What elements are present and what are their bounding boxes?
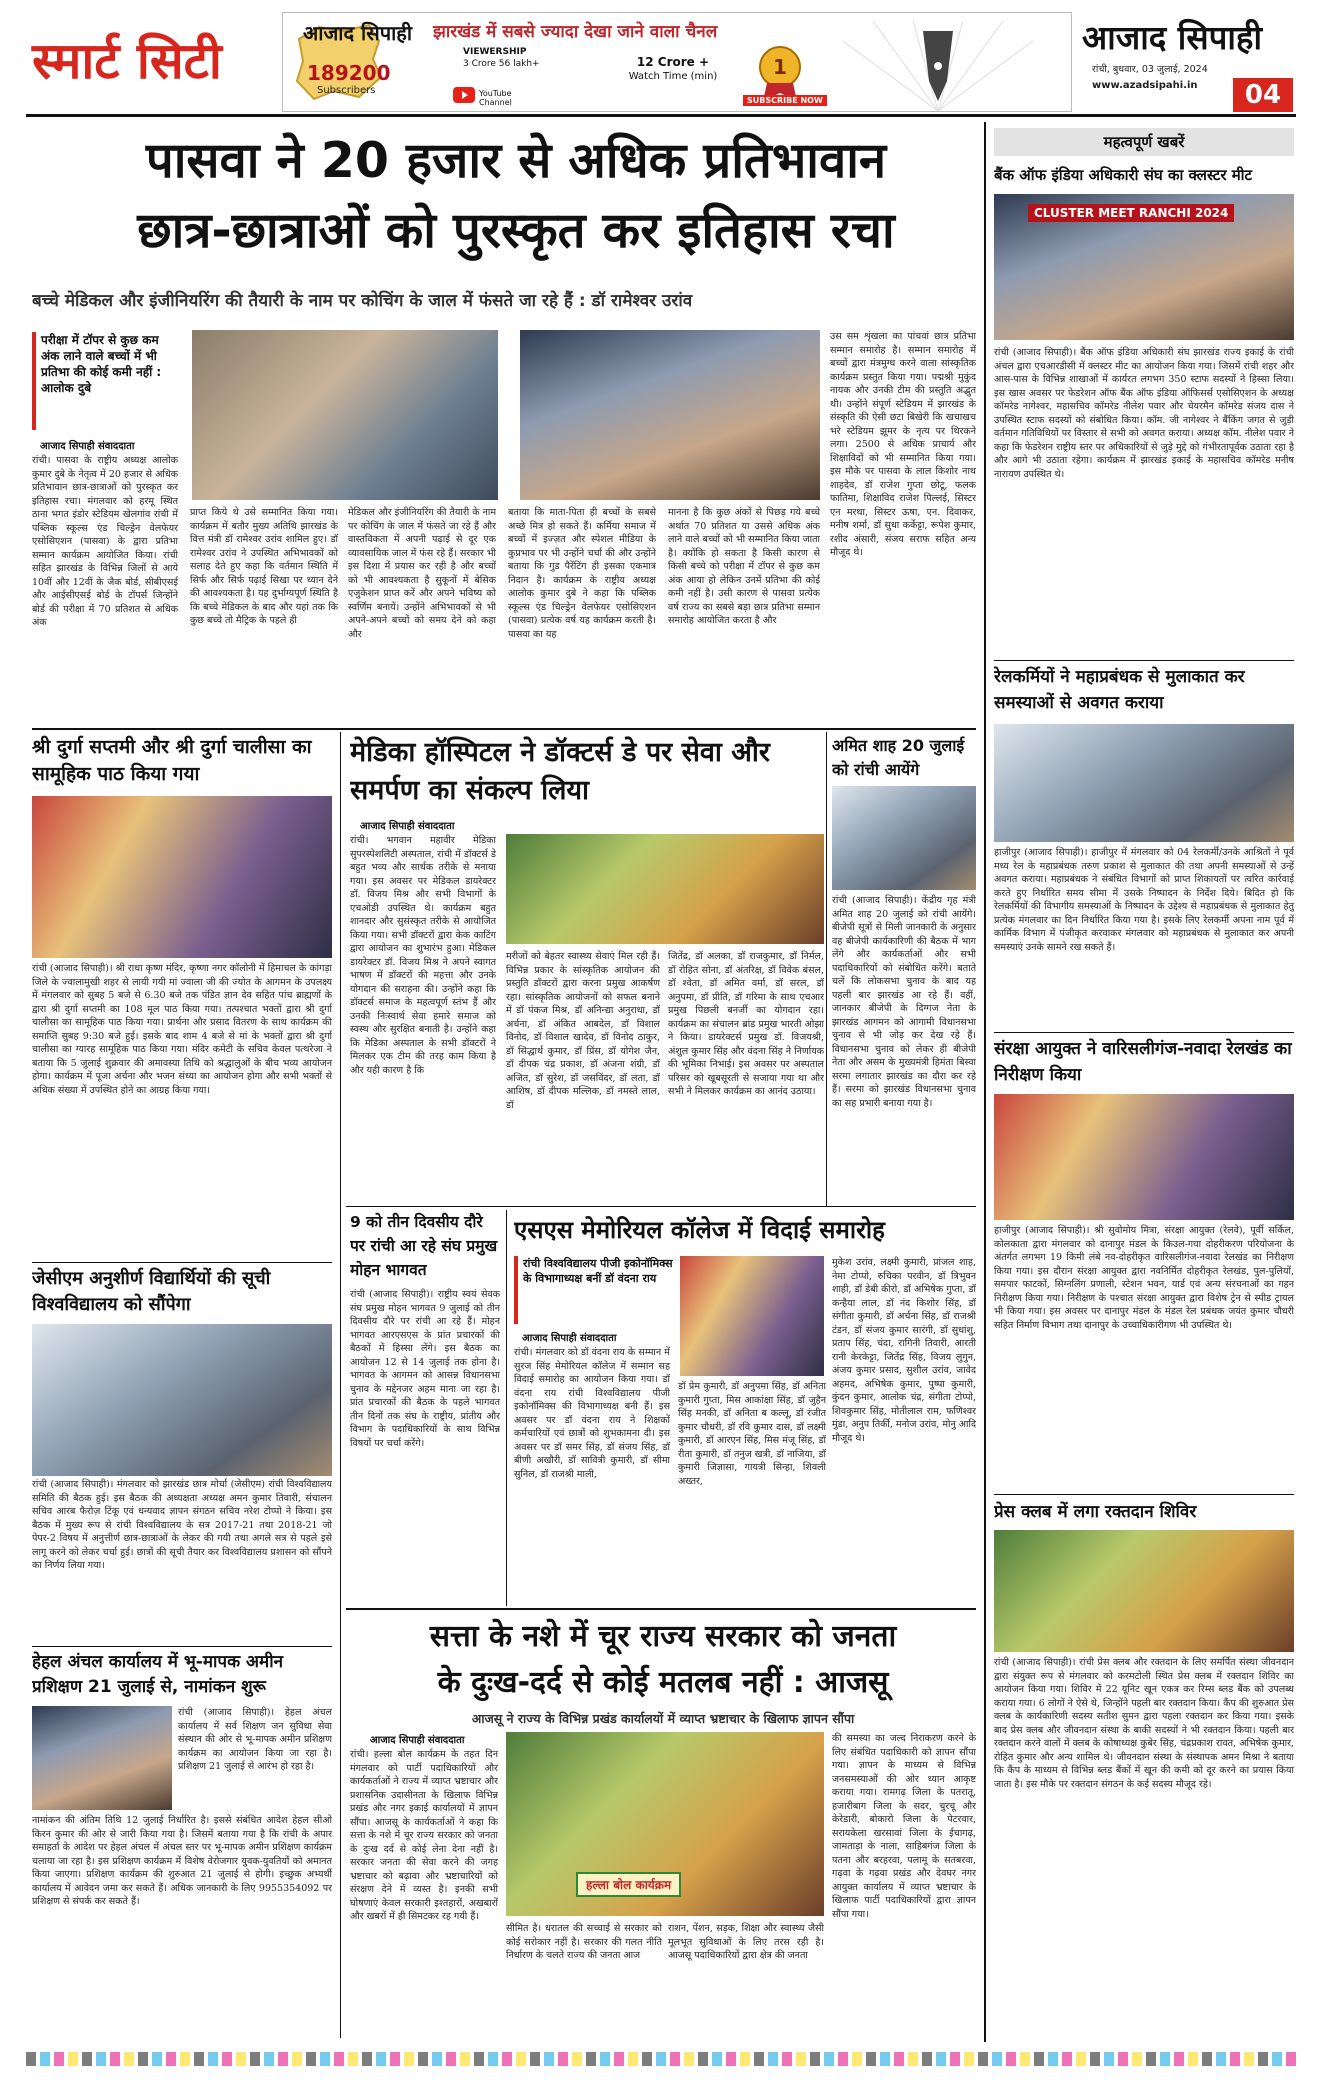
lead-body-col4: बताया कि माता-पिता ही बच्चों के सबसे अच्छे मित्र हो सकते हैं। कर्मिया समाज में बच्चों में इज्ज़त और स्पेशल मीडिया के कुप्रभाव पर भी उन्होंने चर्चा की और उन्होंने बताया कि गुड पैरेंटिंग ही इसका एकमात्र निदान है। कार्यक्रम के राष्ट्रीय अध्यक्ष आलोक कुमार दुबे ने कहा कि पब्लिक स्कूल्स एंड चिल्ड्रेन वेलफेयर एसोसिएशन (पासवा) प्रत्येक वर्ष यह कार्यक्रम करती है। पासवा का यह [508, 507, 656, 640]
ss-college-body-col1: रांची। मंगलवार को डॉ वंदना राय के सम्मान में सुरज सिंह मेमोरियल कॉलेज में सम्मान सह विदाई समारोह का आयोजन किया गया। डॉ वंदना राय रांची विश्वविद्यालय पीजी इकोनॉमिक्स की विभागाध्यक्ष बनी हैं। इस अवसर पर डॉ वंदना राय ने शिक्षकों कर्मचारियों एवं छात्रों को शुभकामना दी। इस अवसर पर डॉ समर सिंह, डॉ संजय सिंह, डॉ बीणी अखौरी, डॉ सावित्री कुमारी, डॉ सीमा सुनिल, डॉ राजश्री माली, [514, 1347, 670, 1480]
ajsu-body-col3: राशन, पेंशन, सड़क, शिक्षा और स्वास्थ्य जैसी मूलभूत सुविधाओं के लिए तरस रही है। आजसू पदाधिकारियों द्वारा क्षेत्र की जनता [668, 1923, 824, 1961]
ajsu-body-col1: रांची। हल्ला बोल कार्यक्रम के तहत दिन मंगलवार को पार्टी पदाधिकारियों और कार्यकर्ताओं ने राज्य में व्याप्त भ्रष्टाचार और प्रशासनिक उदासीनता के खिलाफ विभिन्न प्रखंड और नगर इकाई कार्यालयों में ज्ञापन सौंपा। आजसू के कार्यकर्ताओं ने कहा कि सत्ता के नशे में चूर राज्य सरकार को जनता के दुःख दर्द से कोई लेना देना नहीं है। सरकार जनता की सेवा करने की जगह भ्रष्टाचार को बढ़ावा और भ्रष्टाचारियों को संरक्षण देने में व्यस्त है। इनकी सभी घोषणाएं केवल सरकारी इश्तहारों, अखबारों और खबरों में ही सिमटकर रह गयी हैं। [350, 1749, 498, 1922]
lead-body-col6: उस सम शृंखला का पांचवां छात्र प्रतिभा सम्मान समारोह है। सम्मान समारोह में बच्चों द्वारा मंत्रमुग्ध करने वाला सांस्कृतिक कार्यक्रम प्रस्तुत किया गया। पद्मश्री मुकुंद नायक और उनकी टीम की प्रस्तुति अद्भुत थी। उन्होंने संपूर्ण स्टेडियम में झारखंड के संस्कृति की ऐसी छटा बिखेरी कि खचाखच भरे स्टेडियम झूमर के नृत्य पर थिरकने लगा। 2500 से अधिक प्राचार्य और शिक्षाविदों को भी सम्मानित किया गया। इस मौके पर पासवा के लाल किशोर नाथ शाहदेव, डॉ राजेश गुप्ता छोटू, फलक फातिमा, शिक्षाविद राजेश पिल्लई, सिस्टर एन मरथा, सिस्टर ऊषा, एन. दिवाकर, मनीष शर्मा, डॉ सुधा कर्केट्टा, रूपेश कुमार, रशीद अंसारी, संजय सराफ सहित अन्य मौजूद थे। [830, 331, 976, 558]
ajsu-subhead: आजसू ने राज्य के विभिन्न प्रखंड कार्यालयों में व्याप्त भ्रष्टाचार के खिलाफ ज्ञापन सौंपा [471, 1711, 855, 1726]
ajsu-body-col4: की समस्या का जल्द निराकरण करने के लिए संबंधित पदाधिकारी को ज्ञापन सौंपा गया। ज्ञापन के माध्यम से विभिन्न जनसमस्याओं की ओर ध्यान आकृष्ट कराया गया। रामगढ़ जिला के पतरातू, हजारीबाग जिला के सदर, चुरचू और केरेडारी, बोकारो जिला के पेटरवार, सरायकेला खरसावां जिला के ईचागढ़, जामताड़ा के नाला, साहिबगंज जिला के पतना और बरहरवा, पलामू के सतबरवा, गढ़वा के गढ़वा प्रखंड और देवघर नगर आयुक्त कार्यालय में व्याप्त भ्रष्टाचार के खिलाफ पार्टी पदाधिकारियों द्वारा ज्ञापन सौंपा गया। [832, 1733, 976, 1920]
masthead-rule [26, 114, 1296, 117]
section-title: स्मार्ट सिटी [32, 32, 222, 90]
masthead [0, 0, 1325, 112]
medica-headline: मेडिका हॉस्पिटल ने डॉक्टर्स डे पर सेवा और समर्पण का संकल्प लिया [350, 737, 770, 806]
medica-body-col3: जितेंद्र, डॉ अलका, डॉ राजकुमार, डॉ निर्मल, डॉ रोहित सोना, डॉ अंतरिक्ष, डॉ विवेक बंसल, डॉ श्वेता, डॉ अमित वर्मा, डॉ सरल, डॉ अनुपमा, डॉ प्रीति, डॉ गरिमा के साथ एचआर प्रमुख पिछली बनर्जी का योगदान रहा। कार्यक्रम का संचालन ब्रांड प्रमुख भारती ओझा ने किया। डायरेक्टर्स प्रमुख डॉ. विजयश्री, अंशुल कुमार सिंह और वंदना सिंह ने निर्णायक की भूमिका निभाई। इस अवसर पर अस्पताल परिसर को खूबसूरती से सजाया गया था और सभी ने मिलकर कार्यक्रम का आनंद उठाया। [668, 951, 824, 1097]
hehal-lede: रांची (आजाद सिपाही)। हेहल अंचल कार्यालय में सर्व शिक्षण जन सुविधा सेवा संस्थान की ओर से भू-मापक अमीन प्रशिक्षण कार्यक्रम का आयोजन किया जा रहा है। प्रशिक्षण 21 जुलाई से आरंभ हो रहा है। [178, 1707, 332, 1772]
dateline: रांची, बुधवार, 03 जुलाई, 2024 [1092, 64, 1208, 75]
rule-rail [994, 660, 1294, 661]
award-badge-icon [753, 43, 807, 103]
medica-body-col2: मरीजों को बेहतर स्वास्थ्य सेवाएं मिल रही हैं। विभिन्न प्रकार के सांस्कृतिक आयोजन की प्रस्तुति डॉक्टरों द्वारा करना प्रमुख आकर्षण रहा। सांस्कृतिक आयोजनों को सफल बनाने में डॉ पंकज मिश्र, डॉ अनिन्द्या अनुराधा, डॉ अर्चना, डॉ अंकित आबदेल, डॉ विशाल विनोद, डॉ विशाल खादेव, डॉ विनोद ठाकुर, डॉ सिद्धार्थ कुमार, डॉ प्रिंस, डॉ योगेश जैन, डॉ दीपक चंद्र प्रकाश, डॉ अंजना शंग्री, डॉ अजित, डॉ सुरेश, डॉ जसविंदर, डॉ लता, डॉ आशिष, डॉ दीपक मल्लिक, डॉ नमस्ते लाल, डॉ [506, 951, 660, 1111]
ad-viewership-value: 3 Crore 56 lakh+ [463, 59, 540, 69]
boi-body: रांची (आजाद सिपाही)। बैंक ऑफ इंडिया अधिकारी संघ झारखंड राज्य इकाई के रांची अंचल द्वारा एचआरडीसी में क्लस्टर मीट का आयोजन किया गया। जिसमें रांची शहर और आस-पास के विभिन्न शाखाओं में कार्यरत लगभग 350 स्टाफ सदस्यों ने हिस्सा लिया। इस खास अवसर पर फेडरेशन ऑफ बैंक ऑफ इंडिया ऑफिसर्स एसोसिएशन के अध्यक्ष कॉमरेड नागेश्वर, महासचिव कॉमरेड नीलेश पवार और चेयरमैन कॉमरेड संजय दास ने उपस्थित स्टाफ सदस्यों को संबोधित किया। कॉम. जी नागेश्वर ने बैंकिंग जगत से जुड़ी वर्तमान गतिविधियों पर विस्तार से सभी को अवगत कराया। अध्यक्ष कॉम. नीलेश पवार ने कहा कि फेडरेशन राष्ट्रीय स्तर पर अधिकारियों से जुड़े मुद्दे को गंभीरतापूर्वक उठाता रहा है और आगे भी उठाता रहेगा। कार्यक्रम में झारखंड इकाई के महासचिव कॉमरेड मनीष नारायण उपस्थित थे। [994, 347, 1294, 480]
blood-body: रांची (आजाद सिपाही)। रांची प्रेस क्लब और रक्तदान के लिए समर्पित संस्था जीवनदान द्वारा संयुक्त रूप से मंगलवार को करमटोली स्थित प्रेस क्लब में रक्तदान शिविर का आयोजन किया गया। शिविर में 22 यूनिट खून एकत्र कर रिम्स ब्लड बैंक को उपलब्ध कराया गया। 6 लोगों ने ऐसे थे, जिन्होंने पहली बार रक्तदान किया। कैंप की शुरुआत प्रेस क्लब के कार्यकारिणी सदस्य सतीश सुमन द्वारा पहला रक्तदान कर किया गया। इसके बाद प्रेस क्लब और जीवनदान संस्था के बाकी सदस्यों ने भी रक्तदान किया। पहली बार रक्तदान करने वालों में क्लब के कोषाध्यक्ष कुबेर सिंह, चंद्रप्रकाश रावत, अभिषेक कुमार, रोहित कुमार और अन्य शामिल थे। जीवनदान संस्था के संस्थापक अमन मिश्रा ने बताया कि कैंप के माध्यम से विभिन्न ब्लड बैंकों में खून की कमी को दूर करने का प्रयास किया जाता है। इस मौके पर रक्तदान संगठन के कई सदस्य मौजूद रहे। [994, 1657, 1294, 1790]
ad-subscribers-label: Subscribers [317, 85, 376, 96]
jsmu-photo [32, 1324, 332, 1476]
ajsu-banner: हल्ला बोल कार्यक्रम [576, 1872, 681, 1897]
channel-ad[interactable] [282, 12, 1072, 112]
shah-body: रांची (आजाद सिपाही)। केंद्रीय गृह मंत्री अमित शाह 20 जुलाई को रांची आयेंगे। बीजेपी सूत्रों से मिली जानकारी के अनुसार वह बीजेपी कार्यकारिणी की बैठक में भाग लेंगे और कार्यकर्ताओं और सभी पदाधिकारियों को संबोधित करेंगे। बताते चलें कि लोकसभा चुनाव के बाद यह पहली बार झारखंड आ रहे हैं। वहीं, जानकार बीजेपी के दिग्गज नेता के झारखंड आगमन को आगामी विधानसभा चुनाव से भी जोड़ कर देख रहे हैं। विधानसभा चुनाव को लेकर ही बीजेपी नेता और असम के मुख्यमंत्री हिमंता बिस्वा सरमा लगातार झारखंड का दौरा कर रहे हैं। सरमा को झारखंड विधानसभा चुनाव का सह प्रभारी बनाया गया है। [832, 895, 976, 1109]
ad-subscribers: 189200 [307, 61, 391, 85]
hehal-headline: हेहल अंचल कार्यालय में भू-मापक अमीन प्रशिक्षण 21 जुलाई से, नामांकन शुरू [32, 1652, 284, 1697]
lead-body-col3: मेडिकल और इंजीनियरिंग की तैयारी के नाम पर कोचिंग के जाल में फंसते जा रहे हैं और वास्तविकता में अपनी पढ़ाई से दूर एक व्यावसायिक जाल में फंस रहे हैं। सरकार भी इस दिशा में प्रयास कर रही है और बच्चों को भी आवश्यकता है सुकूनों में बेसिक एजुकेशन प्राप्त करें और अपने भविष्य को स्वर्णिम बनायें। उन्होंने अभिभावकों से भी अपने-अपने बच्चों को समय देने को कहा और [348, 507, 496, 640]
durga-photo [32, 796, 332, 958]
left-col-divider [340, 732, 341, 2038]
hehal-photo [32, 1706, 172, 1810]
rule-safety [994, 1032, 1294, 1033]
ajsu-photo [506, 1732, 824, 1916]
lead-body-col5: मानना है कि कुछ अंकों से पिछड़ गये बच्चे अर्थात 70 प्रतिशत या उससे अधिक अंक लाने वाले बच्चों को भी सम्मानित किया जाता है। क्योंकि हो सकता है किसी कारण से किसी बच्चे को परीक्षा में टॉपर से कुछ कम अंक आया हो लेकिन उनमें प्रतिभा की कोई कमी नहीं है। उसी कारण से पासवा प्रत्येक वर्ष राज्य का सबसे बड़ा छात्र प्रतिभा सम्मान समारोह आयोजित करता है और [668, 507, 820, 626]
ss-college-photo [680, 1256, 824, 1376]
ajsu-body-col2: सीमित है। धरातल की सच्चाई से सरकार को कोई सरोकार नहीं है। सरकार की गलत नीति निर्धारण के चलते राज्य की जनता आज [506, 1923, 662, 1961]
ink-pen-icon [843, 21, 1033, 111]
rail-body: हाजीपुर (आजाद सिपाही)। हाजीपुर में मंगलवार को 04 रेलकर्मी/उनके आश्रितों ने पूर्व मध्य रेल के महाप्रबंधक तरुण प्रकाश से मुलाकात की तथा अपनी समस्याओं से उन्हें अवगत कराया। महाप्रबंधक ने संबंधित विभागों को प्राप्त शिकायतों पर त्वरित कार्रवाई करते हुए निर्धारित समय सीमा में उसके निष्पादन के निर्देश दिये। बिदित हो कि रेलकर्मियों की विभागीय समस्याओं के निष्पादन के उद्देश्य से महाप्रबंधक से मुलाकात हेतु प्रत्येक मंगलवार का दिन निर्धारित किया गया है। इसके लिए रेलकर्मी अपना नाम पूर्व में कार्मिक विभाग में पंजीकृत करवाकर मंगलवार को महाप्रबंधक से मुलाकात कर अपनी समस्याएं उनके सामने रख सकते हैं। [994, 847, 1294, 953]
bhagwat-divider [506, 1210, 507, 1606]
ad-tagline: झारखंड में सबसे ज्यादा देखा जाने वाला चैनल [433, 22, 718, 42]
lead-photo-1 [192, 330, 498, 500]
medica-photo [506, 834, 824, 944]
blood-headline: प्रेस क्लब में लगा रक्तदान शिविर [994, 1502, 1197, 1522]
lead-body-col2: प्राप्त किये थे उसे सम्मानित किया गया। कार्यक्रम में बतौर मुख्य अतिथि झारखंड के वित्त मंत्री डॉ रामेश्वर उरांव शामिल हुए। डॉ रामेश्वर उरांव ने उपस्थित अभिभावकों को सलाह देते हुए कहा कि वर्तमान स्थिति में सिर्फ और सिर्फ पढ़ाई सिखा पर ध्यान देने की आवश्यकता है। यह दुर्भाग्यपूर्ण स्थिति है कि बच्चे मेडिकल के बाद और यहां तक कि कुछ बच्चे तो मैट्रिक के पहले ही [190, 507, 338, 626]
rule-blood [994, 1494, 1294, 1495]
ss-college-headline: एसएस मेमोरियल कॉलेज में विदाई समारोह [514, 1216, 885, 1244]
ss-college-byline: आजाद सिपाही संवाददाता [522, 1333, 617, 1344]
lead-headline-line2: छात्र-छात्राओं को पुरस्कृत कर इतिहास रचा [137, 202, 895, 259]
ajsu-headline-line1: सत्ता के नशे में चूर राज्य सरकार को जनता [429, 1619, 897, 1654]
jsmu-headline: जेसीएम अनुशीर्ण विद्यार्थियों की सूची विश्वविद्यालय को सौंपेगा [32, 1268, 271, 1315]
safety-body: हाजीपुर (आजाद सिपाही)। श्री सुवोमोय मित्रा, संरक्षा आयुक्त (रेलवे), पूर्वी सर्किल, कोलकाता द्वारा मंगलवार को दानापुर मंडल के किउल-गया दोहरीकरण परियोजना के अंतर्गत लगभग 19 किमी लंबे नव-दोहरीकृत वारिसलीगंज-नवादा रेलखंड का निरीक्षण किया गया। इस दौरान संरक्षा आयुक्त द्वारा नवनिर्मित दोहरीकृत रेलखंड, पुल-पुलियों, समपार फाटकों, सिग्नलिंग प्रणाली, स्टेशन भवन, यार्ड एवं अन्य संरचनाओं का गहन निरीक्षण किया गया। निरीक्षण के पश्चात संरक्षा आयुक्त द्वारा विशेष ट्रेन से स्पीड ट्रायल भी किया गया। इस अवसर पर दानापुर मंडल के मंडल रेल प्रबंधक जयंत कुमार चौधरी सहित निर्माण विभाग तथा दानापुर के उच्चाधिकारीगण भी उपस्थित थे। [994, 1225, 1294, 1331]
newspaper-logo: आजाद सिपाही [1082, 18, 1262, 57]
rule-jsmu [32, 1262, 332, 1263]
sidebar-label: महत्वपूर्ण खबरें [994, 128, 1294, 156]
ajsu-headline-line2: के दुःख-दर्द से कोई मतलब नहीं : आजसू [437, 1665, 889, 1700]
svg-text:1: 1 [773, 55, 787, 79]
lead-subhead: बच्चे मेडिकल और इंजीनियरिंग की तैयारी के नाम पर कोचिंग के जाल में फंसते जा रहे हैं : डॉ रामेश्वर उरांव [32, 291, 693, 311]
ss-college-body-col3: मुकेश उरांव, लक्ष्मी कुमारी, प्रांजल शाह, नेमा टोप्पो, रुचिका परवीन, डॉ त्रिभुवन शाही, डॉ डेबी कीरो, डॉ अभिषेक गुप्ता, डॉ कन्हैया लाल, डॉ नंद किशोर सिंह, डॉ संगीता कुमारी, डॉ अर्चना सिंह, डॉ राजश्री टंडन, डॉ संजय कुमार सारंगी, डॉ सुधांशु, प्रताप सिंह, चंदा, रागिनी तिवारी, आरती रानी केरकेट्टा, जितेंद्र सिंह, विजय लुगुन, अंजय कुमार प्रसाद, सुशील उरांव, जावेद अहमद, अभिषेक कुमार, पुष्पा कुमारी, कुंदन कुमार, आलोक चंद्र, संगीता टोप्पो, शिवकुमार सिंह, मोतीलाल राम, फणिश्वर मुंडा, अनुप तिर्की, मनोज उरांव, मोनु आदि मौजूद थे। [832, 1257, 976, 1444]
rule-ajsu [346, 1608, 976, 1610]
boi-headline: बैंक ऑफ इंडिया अधिकारी संघ का क्लस्टर मीट [994, 166, 1253, 184]
safety-headline: संरक्षा आयुक्त ने वारिसलीगंज-नवादा रेलखंड का निरीक्षण किया [994, 1039, 1292, 1085]
medica-body-col1: रांची। भगवान महावीर मेडिका सुपरस्पेशलिटी अस्पताल, रांची में डॉक्टर्स डे बहुत भव्य और सार्थक तरीके से मनाया गया। इस अवसर पर मेडिकल डायरेक्टर डॉ. विजय मिश्र और सभी विभागों के एचओडी उपस्थित थे। कार्यक्रम बहुत शानदार और सुसंस्कृत तरीके से आयोजित किया गया। सभी डॉक्टरों द्वारा केक काटिंग द्वारा आयोजन का शुभारंभ हुआ। मेडिकल डायरेक्टर डॉ. विजय मिश्र ने अपने स्वागत भाषण में डॉक्टरों की महत्ता और उनके योगदान की सराहना की। उन्होंने कहा कि डॉक्टर्स समाज के महत्वपूर्ण स्तंभ हैं और उनकी निःस्वार्थ सेवा हमारे समाज को स्वस्थ और सुरक्षित बनाती है। उन्होंने कहा कि मेडिका अस्पताल के सभी डॉक्टरों ने मिलकर एक टीम की तरह काम किया है और यही कारण है कि [350, 835, 496, 1076]
safety-photo [994, 1094, 1294, 1220]
page-number: 04 [1233, 78, 1293, 112]
ad-subscribe[interactable]: SUBSCRIBE NOW [743, 95, 827, 106]
youtube-icon [453, 87, 475, 103]
shah-headline: अमित शाह 20 जुलाई को रांची आयेंगे [832, 736, 965, 779]
lead-pullquote: परीक्षा में टॉपर से कुछ कम अंक लाने वाले बच्चों में भी प्रतिभा की कोई कमी नहीं : आलोक दुबे [32, 332, 174, 430]
lead-headline-line1: पासवा ने 20 हजार से अधिक प्रतिभावान [145, 132, 887, 189]
rule-hehal [32, 1646, 332, 1647]
ajsu-byline: आजाद सिपाही संवाददाता [370, 1735, 465, 1746]
bhagwat-headline: 9 को तीन दिवसीय दौरे पर रांची आ रहे संघ प्रमुख मोहन भागवत [350, 1213, 498, 1279]
ad-youtube: YouTube Channel [479, 89, 512, 107]
jsmu-body: रांची (आजाद सिपाही)। मंगलवार को झारखंड छात्र मोर्चा (जेसीएम) रांची विश्वविद्यालय समिति की बैठक हुई। इस बैठक की अध्यक्षता अध्यक्ष अमन कुमार तिवारी, संचालन सचिव आरब फैरोज़ टिंकू एवं धन्यवाद ज्ञापन संगठन सचिव नरेश टोप्पो ने किया। इस बैठक में मुख्य रूप से रांची विश्वविद्यालय के सत्र 2017-21 तथा 2018-21 जो पेपर-2 विषय में अनुत्तीर्ण छात्र-छात्राओं के लेकर की गयी तथा अगले सत्र से पहले इसे लागू करने को लेकर चर्चा हुई। छात्रों की सूची तैयार कर विश्वविद्यालय प्रशासन को सौंपने का निर्णय लिया गया। [32, 1479, 332, 1571]
lead-byline: आजाद सिपाही संवाददाता [40, 441, 135, 452]
boi-photo-banner: CLUSTER MEET RANCHI 2024 [1028, 204, 1234, 222]
ad-watch-label: Watch Time (min) [628, 71, 718, 82]
bhagwat-body: रांची (आजाद सिपाही)। राष्ट्रीय स्वयं सेवक संघ प्रमुख मोहन भागवत 9 जुलाई को तीन दिवसीय दौरे पर रांची आ रहे हैं। मोहन भागवत आरएसएस के प्रांत प्रचारकों की बैठकों में हिस्सा लेंगे। इस बैठक का आयोजन 12 से 14 जुलाई तक होना है। भागवत के आगमन को आसन्न विधानसभा चुनाव के मद्देनजर अहम माना जा रहा है। प्रांत प्रचारकों की बैठक के पहले भागवत तीन दिनों तक संघ के राष्ट्रीय, प्रांतीय और विभाग के पदाधिकारियों के साथ विभिन्न विषयों पर चर्चा करेंगे। [350, 1289, 500, 1449]
rail-photo [994, 724, 1294, 842]
ss-college-body-col2: डॉ प्रेम कुमारी, डॉ अनुपमा सिंह, डॉ अनिता कुमारी गुप्ता, मिस आकांक्षा सिंह, डॉ जुहैन सिंह मनकी, डॉ अनिता ब कल्लू, डॉ रंजीत कुमार चौधरी, डॉ रवि कुमार दास, डॉ लक्ष्मी कुमारी, डॉ आरएन सिंह, मिस मंजू सिंह, डॉ रीता कुमारी, डॉ तनुज खत्री, डॉ नाजिया, डॉ कुमारी जिज्ञासा, गायत्री सिन्हा, शिवली अख्तर, [678, 1381, 826, 1487]
rail-headline: रेलकर्मियों ने महाप्रबंधक से मुलाकात कर समस्याओं से अवगत कराया [994, 667, 1245, 713]
shah-photo [832, 786, 976, 890]
ss-college-pullquote: रांची विश्वविद्यालय पीजी इकोनॉमिक्स के विभागाध्यक्ष बनीं डॉ वंदना राय [514, 1256, 674, 1324]
hehal-body: नामांकन की अंतिम तिथि 12 जुलाई निर्धारित है। इससे संबंधित आदेश हेहल सीओ किरन कुमार की ओर से जारी किया गया है। जिसमें बताया गया है कि रांची के अपार समाहर्ता के आदेश पर हेहल अंचल में अंचल स्तर पर भू-मापक अमीन प्रशिक्षण कार्यक्रम चलाया जा रहा है। इस प्रशिक्षण कार्यक्रम में विशेष वेरोजगार युवक-युवतियों को अमानत किया जाएगा। प्रशिक्षण कार्यक्रम की शुरुआत 21 जुलाई से होगी। इच्छुक अभ्यर्थी कार्यालय में आवेदन जमा कर सकते हैं। अधिक जानकारी के लिए 9955354092 पर प्रशिक्षण से संपर्क कर सकते हैं। [32, 1815, 332, 1907]
lead-bottom-rule [32, 728, 976, 730]
website[interactable]: www.azadsipahi.in [1092, 80, 1198, 91]
durga-body: रांची (आजाद सिपाही)। श्री राधा कृष्ण मंदिर, कृष्णा नगर कॉलोनी में हिमाचल के कांगड़ा जिले के ज्वालामुखी शहर से लायी गयी मां ज्वाला जी की ज्योत के आगमन के उपलक्ष्य में मंगलवार को सुबह 5 बजे से 6.30 बजे तक पंडित ज्ञान देव सहित पांच ब्राह्मणों के द्वारा श्री दुर्गा सप्तमी का 108 मूल पाठ किया गया। तत्पश्चात भक्तों द्वारा श्री दुर्गा चालीसा का सामूहिक पाठ किया गया। प्रार्थना और प्रसाद वितरण के साथ कार्यक्रम की समाप्ति सुबह 9:30 बजे हुई। इसके बाद शाम 4 बजे से मां के भक्तों द्वारा श्री दुर्गा चालीसा का ग्यारह सामूहिक पाठ किया गया। मंदिर कमेटी के सचिव केवल पत्थरेजा ने बताया कि 5 जुलाई शुक्रवार की अमावस्या तिथि को श्रद्धालुओं के बीच भव्य आयोजन होगा। कार्यक्रम में पूजा अर्चना और भजन संध्या का आयोजन होगा और सभी भक्तों से अधिक संख्या में उपस्थित होने का आग्रह किया गया। [32, 963, 332, 1096]
durga-headline: श्री दुर्गा सप्तमी और श्री दुर्गा चालीसा का सामूहिक पाठ किया गया [32, 736, 312, 785]
print-registration-bar [26, 2052, 1296, 2066]
ad-brand: आजाद सिपाही [303, 21, 413, 45]
boi-photo [994, 194, 1294, 340]
shah-divider [826, 732, 827, 1206]
sidebar-divider [984, 122, 986, 2042]
rule-mid [346, 1206, 976, 1207]
ad-viewership-label: VIEWERSHIP [463, 47, 527, 57]
lead-photo-2 [520, 330, 820, 500]
medica-byline: आजाद सिपाही संवाददाता [360, 821, 455, 832]
lead-body-col1: रांची। पासवा के राष्ट्रीय अध्यक्ष आलोक कुमार दुबे के नेतृत्व में 20 हजार से अधिक प्रतिभावान छात्र-छात्राओं को पुरस्कृत कर इतिहास रचा। मंगलवार को हरमू स्थित ठाना भगत इंडोर स्टेडियम खेलगांव रांची में पब्लिक स्कूल्स एंड चिल्ड्रेन वेलफेयर एसोसिएशन (पासवा) के द्वारा प्रतिभा सम्मान कार्यक्रम आयोजित किया। रांची सहित झारखंड के विभिन्न जिलों से आये 10वीं और 12वीं के जैक बोर्ड, सीबीएसई और आईसीएसई बोर्ड के टॉपर्स जिन्होंने बोर्ड की परीक्षा में 70 प्रतिशत से अधिक अंक [32, 455, 178, 628]
ad-watch-value: 12 Crore + [636, 55, 710, 69]
blood-photo [994, 1530, 1294, 1652]
